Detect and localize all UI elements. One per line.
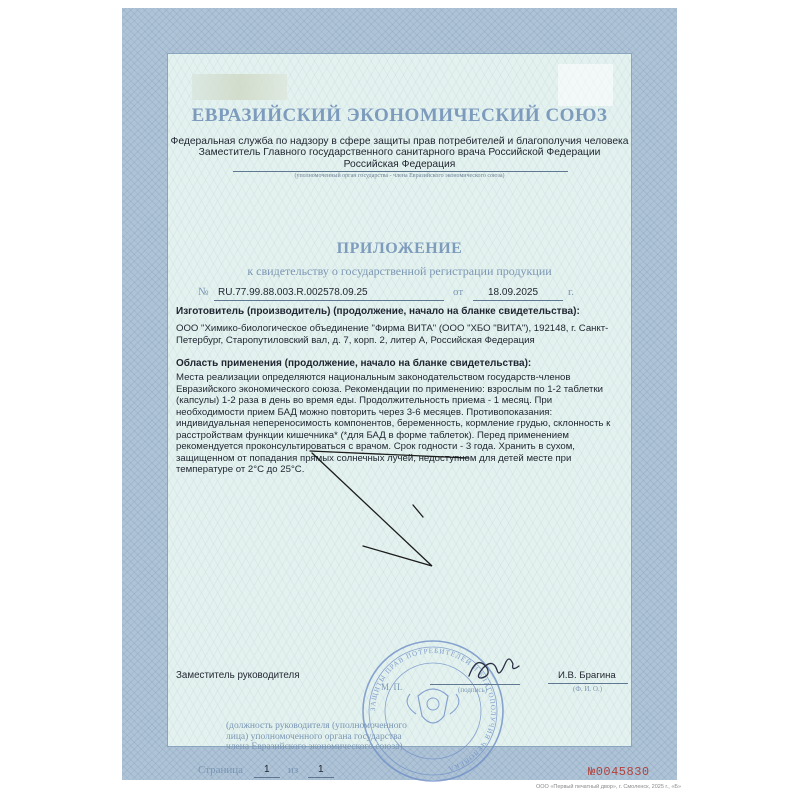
position-caption-line: члена Евразийского экономического союза): [226, 742, 403, 752]
signatory-name: И.В. Брагина: [558, 670, 616, 681]
signature-caption: (подпись): [458, 686, 488, 694]
printer-note: ООО «Первый печатный двор», г. Смоленск, 2025 г., «Б»: [536, 784, 682, 790]
handwritten-signature: [463, 652, 523, 686]
name-caption: (Ф. И. О.): [573, 685, 603, 693]
of-label: из: [288, 764, 299, 776]
seal-placeholder-label: М. П.: [381, 682, 403, 692]
scope-line: необходимости прием БАД можно повторить через 3-6 месяцев. Противопоказания:: [176, 406, 553, 418]
manufacturer-line: Петербург, Старопутиловский вал, д. 7, корп. 2, литер А, Российская Федерация: [176, 334, 535, 346]
page-label: Страница: [198, 764, 244, 776]
name-underline: [548, 683, 628, 684]
position-caption-line: (должность руководителя (уполномоченного: [226, 721, 407, 731]
appendix-subtitle: к свидетельству о государственной регистрации продукции: [247, 264, 552, 278]
scope-line: рекомендуется проконсультироваться с врачом. Срок годности - 3 года. Хранить в сухом,: [176, 441, 575, 452]
authority-line-2: Заместитель Главного государственного санитарного врача Российской Федерации: [198, 147, 601, 159]
scope-line: Евразийского экономического союза. Рекомендации по применению: взрослым по 1-2 таблетки: [176, 383, 604, 395]
scope-line: температуре от 2°С до 25°С.: [176, 464, 305, 475]
scope-line: индивидуальная непереносимость компонентов, беременность, кормление грудью, склонность к: [176, 418, 611, 429]
certificate-number: RU.77.99.88.003.R.002578.09.25: [218, 287, 368, 298]
appendix-title: ПРИЛОЖЕНИЕ: [336, 240, 463, 257]
position-caption-line: лица) уполномоченного органа государства: [226, 731, 402, 742]
authority-line-3: Российская Федерация: [343, 158, 456, 170]
manufacturer-heading: Изготовитель (производитель) (продолжение, начало на бланке свидетельства):: [176, 306, 580, 317]
authority-line-1: Федеральная служба по надзору в сфере защиты прав потребителей и благополучия человека: [170, 136, 629, 147]
total-pages: 1: [318, 764, 324, 775]
scope-line: расстройствам функции кишечника* (*для БАД в форме таблеток). Перед применением: [176, 429, 570, 441]
certificate-date: 18.09.2025: [488, 287, 539, 298]
date-label: от: [453, 286, 464, 298]
manufacturer-line: ООО "Химико-биологическое объединение "Фирма ВИТА" (ООО "ХБО "ВИТА"), 192148, г. Санкт-: [176, 323, 609, 334]
position-caption: [226, 721, 426, 753]
seal-ring-text: ЗАЩИТЫ ПРАВ ПОТРЕБИТЕЛЕЙ И БЛАГОПОЛУЧИЯ ЧЕЛОВЕКА: [368, 646, 498, 774]
scope-line: (капсулы) 1-2 раза в день во время еды. Продолжительность приема - 1 месяц. При: [176, 395, 553, 406]
authority-caption: (уполномоченный орган государства - члена Евразийского экономического союза): [294, 173, 505, 179]
year-suffix: г.: [568, 286, 575, 298]
union-title: ЕВРАЗИЙСКИЙ ЭКОНОМИЧЕСКИЙ СОЮЗ: [191, 105, 608, 126]
serial-number: №0045830: [588, 765, 650, 779]
page-number: 1: [264, 764, 270, 775]
scope-heading: Область применения (продолжение, начало на бланке свидетельства):: [176, 358, 532, 369]
page-underline: [254, 777, 280, 778]
certificate-border: [122, 8, 677, 780]
total-underline: [308, 777, 334, 778]
scope-line: защищенном от попадания прямых солнечных лучей, недоступном для детей месте при: [176, 452, 572, 464]
certificate-field: [168, 54, 650, 779]
signatory-position: Заместитель руководителя: [176, 670, 300, 681]
number-label: №: [198, 286, 209, 298]
scope-line: Места реализации определяются национальным законодательством государств-членов: [176, 372, 571, 383]
